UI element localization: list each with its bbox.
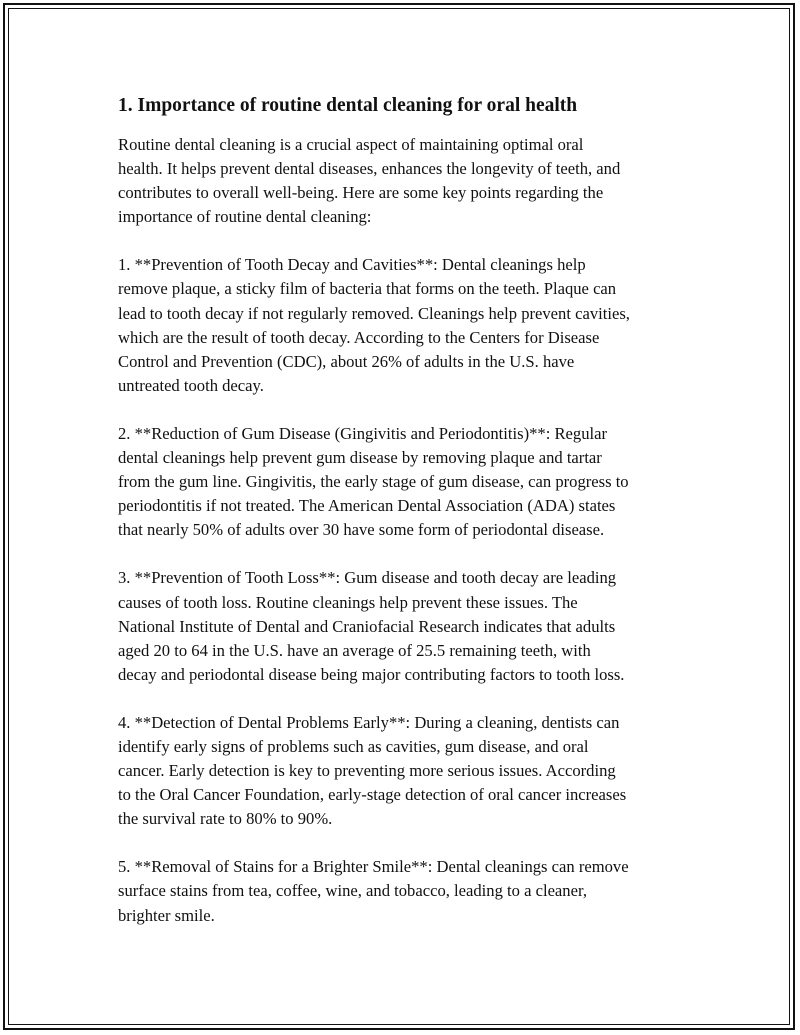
point-gum-disease-paragraph: 2. **Reduction of Gum Disease (Gingivitis and Periodontitis)**: Regular dental cleanings help prevent gum disease by removing plaque and tartar from the gum line. Gingivitis, the early stage of gum disease, can progress to periodontitis if not treated. The American Dental Association (ADA) states that nearly 50% of adults over 30 have some form of periodontal disease. bbox=[118, 423, 629, 540]
point-tooth-loss-paragraph: 3. **Prevention of Tooth Loss**: Gum disease and tooth decay are leading causes of tooth loss. Routine cleanings help prevent these issues. The National Institute of Dental and Craniofacial Research indicates that adults aged 20 to 64 in the U.S. have an average of 25.5 remaining teeth, with decay and periodontal disease being major contributing factors to tooth loss. bbox=[118, 568, 625, 684]
point-stain-removal-paragraph: 5. **Removal of Stains for a Brighter Smile**: Dental cleanings can remove surface stains from tea, coffee, wine, and tobacco, leading to a cleaner, brighter smile. bbox=[118, 857, 629, 925]
point-early-detection-paragraph: 4. **Detection of Dental Problems Early**: During a cleaning, dentists can identify early signs of problems such as cavities, gum disease, and oral cancer. Early detection is key to preventing more serious issues. According to the Oral Cancer Foundation, early-stage detection of oral cancer increases the survival rate to 80% to 90%. bbox=[118, 712, 627, 829]
document-body bbox=[118, 92, 688, 952]
point-tooth-decay-paragraph: 1. **Prevention of Tooth Decay and Cavities**: Dental cleanings help remove plaque, a sticky film of bacteria that forms on the teeth. Plaque can lead to tooth decay if not regularly removed. Cleanings help prevent cavities, which are the result of tooth decay. According to the Centers for Disease Control and Prevention (CDC), about 26% of adults in the U.S. have untreated tooth decay. bbox=[118, 255, 630, 395]
section-heading: 1. Importance of routine dental cleaning for oral health bbox=[118, 95, 578, 116]
intro-paragraph: Routine dental cleaning is a crucial aspect of maintaining optimal oral health. It helps prevent dental diseases, enhances the longevity of teeth, and contributes to overall well-being. Here are some key points regarding the importance of routine dental cleaning: bbox=[118, 135, 621, 227]
